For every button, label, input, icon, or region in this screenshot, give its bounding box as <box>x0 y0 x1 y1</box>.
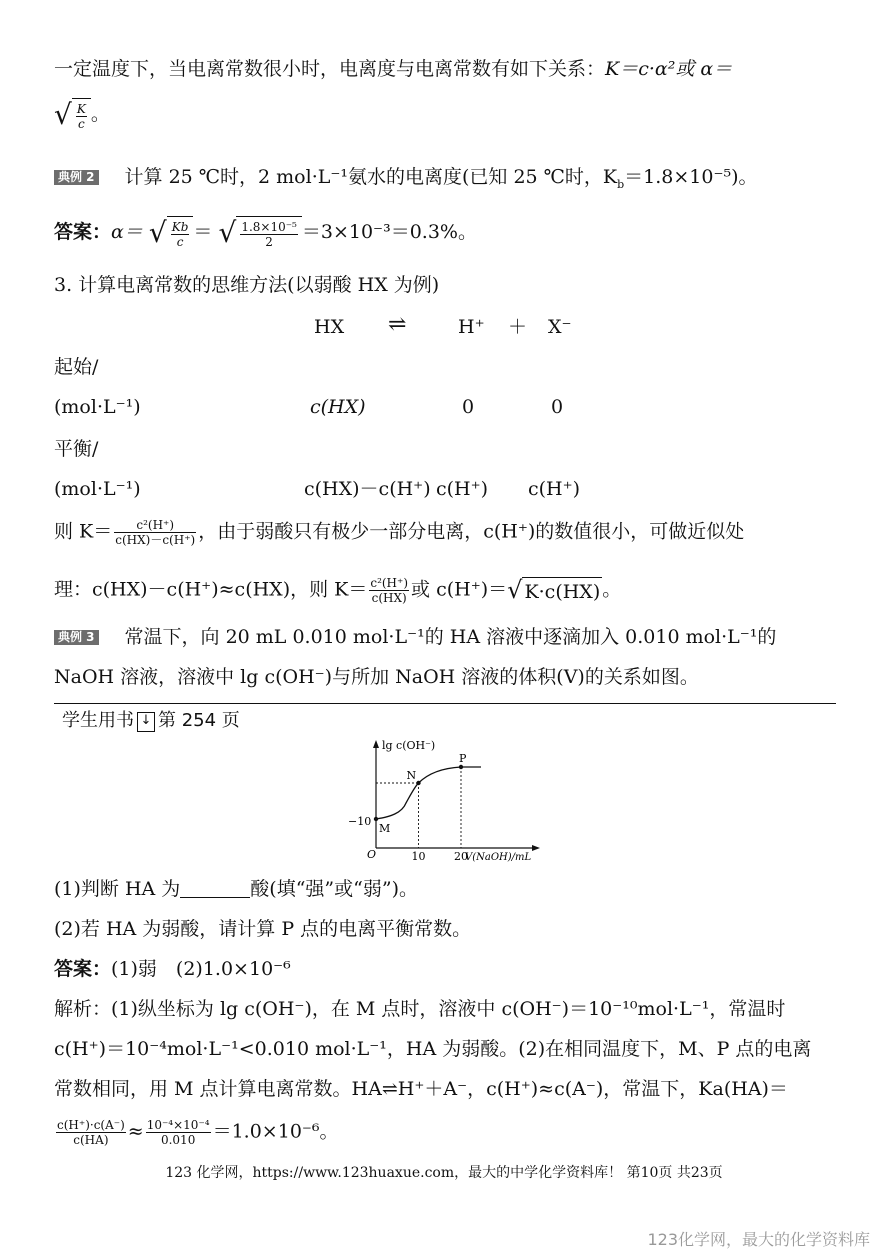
solution-line4 <box>54 1118 339 1147</box>
section-3-title: 3. 计算电离常数的思维方法(以弱酸 HX 为例) <box>54 274 440 296</box>
point-p-label: P <box>459 752 467 765</box>
para-ionization-relation <box>54 56 732 82</box>
frac-num: c²(H⁺) <box>370 576 409 590</box>
equilibrium-h: c(H⁺) <box>436 478 489 500</box>
equilibrium-label: 平衡/ <box>54 438 99 460</box>
question-1 <box>54 876 418 902</box>
fill-blank <box>180 879 250 898</box>
question-2: (2)若 HA 为弱酸，请计算 P 点的电离平衡常数。 <box>54 918 472 940</box>
equals: ＝ <box>193 221 213 243</box>
solution-line1: 解析：(1)纵坐标为 lg c(OH⁻)，在 M 点时，溶液中 c(OH⁻)＝10⁻¹⁰mol·L⁻¹，常温时 <box>54 998 786 1020</box>
k-fraction <box>114 518 196 547</box>
divider <box>54 703 836 704</box>
example-line1: 常温下，向 20 mL 0.010 mol·L⁻¹的 HA 溶液中逐滴加入 0.010 mol·L⁻¹的 <box>124 626 777 648</box>
sqrt-value: √ $\frac{\text{1.8×10⁻⁵}}{2}$ <box>218 216 301 250</box>
start-x: 0 <box>551 396 564 418</box>
approx-sign: ≈ <box>127 1120 144 1143</box>
period: 。 <box>90 103 110 125</box>
frac-num: 10⁻⁴×10⁻⁴ <box>146 1118 210 1132</box>
student-book-ref <box>62 708 240 734</box>
x-tick-20: 20 <box>454 850 468 863</box>
frac-num: 1.8×10⁻⁵ <box>241 219 297 234</box>
question-1-a: (1)判断 HA 为 <box>54 878 181 900</box>
approx-text: 理：c(HX)－c(H⁺)≈c(HX)，则 K＝ <box>54 578 368 601</box>
frac-den: c <box>77 116 85 131</box>
solution-line2: c(H⁺)＝10⁻⁴mol·L⁻¹<0.010 mol·L⁻¹，HA 为弱酸。(2)在相同温度下，M、P 点的电离 <box>54 1038 812 1060</box>
equilibrium-x: c(H⁺) <box>528 478 581 500</box>
answer-2 <box>54 216 477 250</box>
point-p <box>459 765 463 769</box>
eq-hx: HX <box>314 316 345 338</box>
frac-num: c²(H⁺) <box>114 518 196 533</box>
eq-x: X⁻ <box>548 316 572 338</box>
frac-den: c(HA) <box>73 1133 109 1147</box>
formula-k: K＝c·α²或 α＝ <box>605 58 733 80</box>
answer-label: 答案： <box>54 221 112 243</box>
example-text: 计算 25 ℃时，2 mol·L⁻¹氨水的电离度(已知 25 ℃时，K <box>124 166 618 188</box>
question-1-b: 酸(填“强”或“弱”)。 <box>250 878 418 900</box>
sqrt-kb-over-c: √ $\frac{Kb}{c}$ <box>149 216 194 250</box>
eq-h: H⁺ <box>458 316 485 338</box>
point-m-label: M <box>379 822 391 835</box>
book-page: 第 254 页 <box>158 710 240 731</box>
sqrt-kc: √ K·c(HX) <box>507 575 601 604</box>
k-label: 则 K＝ <box>54 520 113 543</box>
example-2 <box>54 164 758 190</box>
point-n-label: N <box>406 769 417 782</box>
frac-num: K <box>76 101 86 116</box>
eq-arrow: ⇌ <box>388 312 407 337</box>
start-hx: c(HX) <box>310 396 366 418</box>
y-tick-neg10: −10 <box>348 815 372 828</box>
example-badge: 典例 3 <box>54 630 99 645</box>
frac-den: c(HX) <box>371 591 407 605</box>
down-arrow-icon: ↓ <box>137 712 155 732</box>
kb-sub: b <box>617 177 625 191</box>
k-text: ，由于弱酸只有极少一部分电离，c(H⁺)的数值很小，可做近似处 <box>198 520 745 543</box>
x-axis-arrow-icon <box>532 845 540 851</box>
answer-text: (1)弱 (2)1.0×10⁻⁶ <box>111 958 291 980</box>
para-text: 一定温度下，当电离常数很小时，电离度与电离常数有如下关系： <box>54 58 606 80</box>
answer-result: ＝3×10⁻³＝0.3%。 <box>301 221 477 243</box>
k-expression-line <box>54 518 744 547</box>
start-unit: (mol·L⁻¹) <box>54 396 141 418</box>
period: 。 <box>602 578 622 601</box>
sqrt-content: K·c(HX) <box>522 577 602 605</box>
chart <box>340 736 550 866</box>
book-prefix: 学生用书 <box>62 710 134 731</box>
point-n <box>416 781 420 785</box>
start-h: 0 <box>462 396 475 418</box>
example-3-line2: NaOH 溶液，溶液中 lg c(OH⁻)与所加 NaOH 溶液的体积(V)的关系如图。 <box>54 666 699 688</box>
watermark: 123化学网，最大的化学资料库 <box>647 1230 870 1249</box>
k2-fraction <box>369 576 409 605</box>
answer-3 <box>54 956 291 982</box>
solution-result: ＝1.0×10⁻⁶。 <box>212 1120 339 1143</box>
y-axis-arrow-icon <box>373 740 379 748</box>
x-axis-label: V(NaOH)/mL <box>465 852 532 863</box>
frac-den: c <box>176 234 184 249</box>
value-fraction <box>146 1118 211 1147</box>
start-label: 起始/ <box>54 356 99 378</box>
point-m <box>374 817 378 821</box>
example-3 <box>54 624 776 650</box>
equilibrium-unit: (mol·L⁻¹) <box>54 478 141 500</box>
answer-label: 答案： <box>54 958 112 980</box>
example-badge: 典例 2 <box>54 170 99 185</box>
solution-line3: 常数相同，用 M 点计算电离常数。HA⇌H⁺＋A⁻，c(H⁺)≈c(A⁻)，常温下，Ka(HA)＝ <box>54 1078 788 1100</box>
alpha-sqrt-line <box>54 98 110 132</box>
x-tick-10: 10 <box>411 850 426 863</box>
y-axis-label: lg c(OH⁻) <box>382 739 436 752</box>
titration-curve <box>376 767 481 819</box>
equilibrium-hx: c(HX)－c(H⁺) <box>304 478 431 500</box>
frac-num: c(H⁺)·c(A⁻) <box>57 1118 125 1132</box>
example-text-end: ＝1.8×10⁻⁵)。 <box>624 166 758 188</box>
eq-plus: ＋ <box>508 316 528 338</box>
page-footer: 123 化学网，https://www.123huaxue.com，最大的中学化学资料库！ 第10页 共23页 <box>165 1165 723 1181</box>
sqrt-k-over-c: √ $\frac{K}{c}$ <box>54 98 91 132</box>
frac-num: Kb <box>171 219 189 234</box>
frac-den: 2 <box>265 234 273 249</box>
frac-den: c(HX)－c(H⁺) <box>115 533 196 547</box>
alpha: α＝ <box>111 221 143 243</box>
approx-line <box>54 576 621 605</box>
frac-den: 0.010 <box>160 1133 196 1147</box>
origin-label: O <box>367 848 377 861</box>
approx-text-b: 或 c(H⁺)＝ <box>411 578 508 601</box>
ka-fraction <box>56 1118 126 1147</box>
